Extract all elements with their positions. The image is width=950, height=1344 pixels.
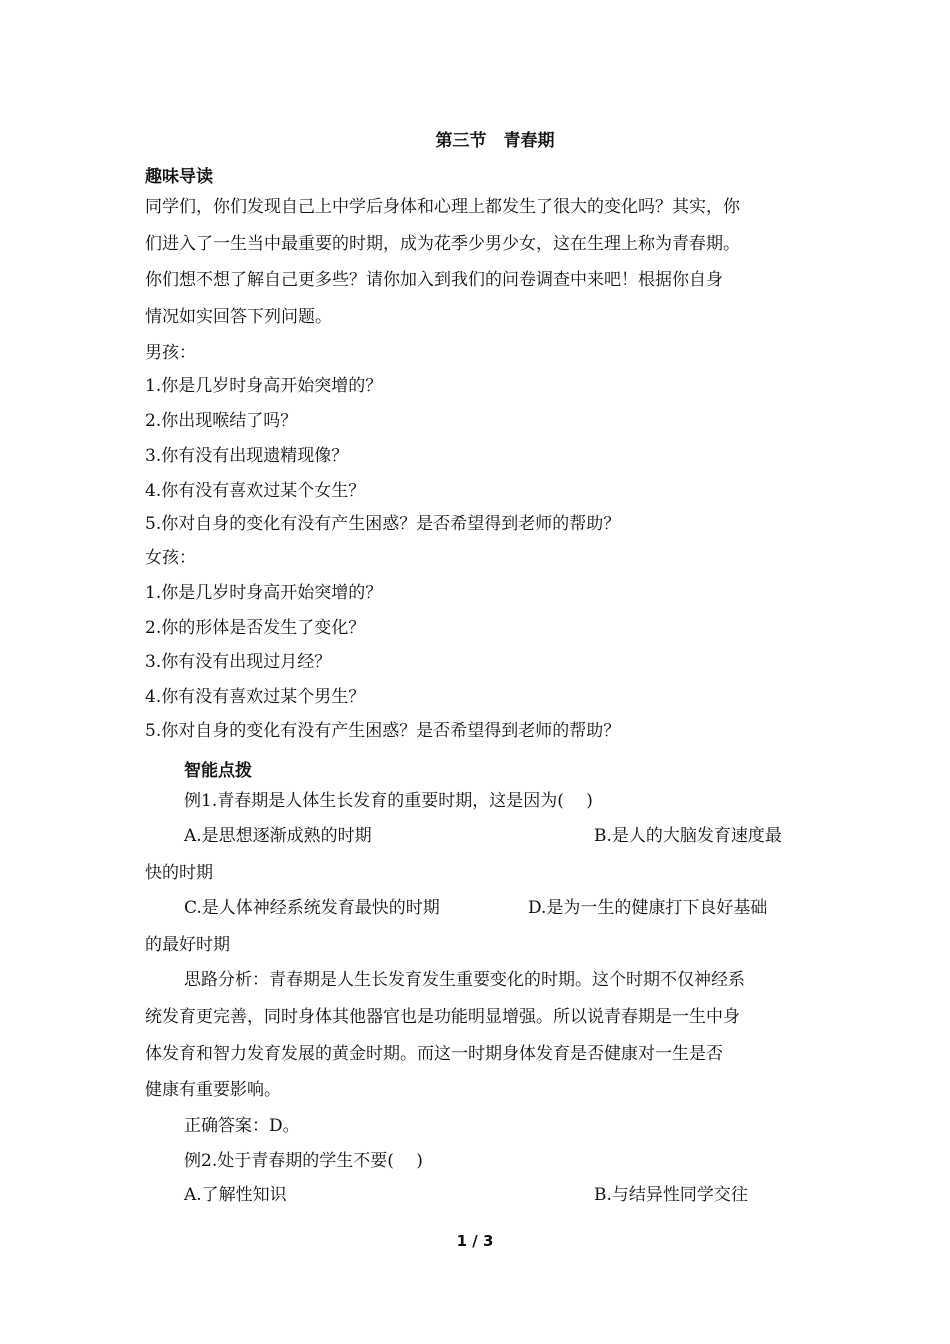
girls-question-2: 2.你的形体是否发生了变化？ [145, 618, 366, 638]
intro-line-2: 们进入了一生当中最重要的时期，成为花季少男少女，这在生理上称为青春期。 [145, 234, 740, 254]
girls-label: 女孩： [145, 548, 196, 568]
example-2-question: 例2.处于青春期的学生不要( ) [184, 1151, 423, 1171]
example-1-question: 例1.青春期是人体生长发育的重要时期，这是因为( ) [184, 791, 593, 811]
analysis-line-2: 统发育更完善，同时身体其他器官也是功能明显增强。所以说青春期是一生中身 [145, 1007, 740, 1027]
analysis-line-3: 体发育和智力发育发展的黄金时期。而这一时期身体发育是否健康对一生是否 [145, 1044, 723, 1064]
boys-question-4: 4.你有没有喜欢过某个女生？ [145, 481, 366, 501]
section-heading-intro: 趣味导读 [145, 167, 213, 187]
example-1-option-d: D.是为一生的健康打下良好基础 [528, 898, 768, 918]
intro-line-1: 同学们，你们发现自己上中学后身体和心理上都发生了很大的变化吗？其实，你 [145, 197, 740, 217]
correct-answer: 正确答案：D。 [184, 1116, 300, 1136]
example-1-option-b: B.是人的大脑发育速度最 [594, 826, 782, 846]
analysis-line-4: 健康有重要影响。 [145, 1080, 281, 1100]
example-1-option-d-continued: 的最好时期 [145, 935, 230, 955]
girls-question-5: 5.你对自身的变化有没有产生困惑？是否希望得到老师的帮助？ [145, 721, 621, 741]
intro-line-3: 你们想不想了解自己更多些？请你加入到我们的问卷调查中来吧！根据你自身 [145, 270, 723, 290]
page-title: 第三节 青春期 [435, 131, 555, 151]
example-2-option-b: B.与结异性同学交往 [594, 1185, 748, 1205]
analysis-line-1: 思路分析：青春期是人生长发育发生重要变化的时期。这个时期不仅神经系 [184, 970, 745, 990]
example-1-option-c: C.是人体神经系统发育最快的时期 [184, 898, 440, 918]
boys-question-3: 3.你有没有出现遗精现像？ [145, 446, 349, 466]
example-1-option-a: A.是思想逐渐成熟的时期 [184, 826, 372, 846]
boys-question-5: 5.你对自身的变化有没有产生困惑？是否希望得到老师的帮助？ [145, 514, 621, 534]
boys-question-2: 2.你出现喉结了吗？ [145, 411, 298, 431]
example-1-option-b-continued: 快的时期 [145, 863, 213, 883]
example-2-option-a: A.了解性知识 [184, 1185, 287, 1205]
intro-line-4: 情况如实回答下列问题。 [145, 307, 332, 327]
boys-question-1: 1.你是几岁时身高开始突增的？ [145, 376, 383, 396]
boys-label: 男孩： [145, 343, 196, 363]
girls-question-1: 1.你是几岁时身高开始突增的？ [145, 583, 383, 603]
section-heading-tips: 智能点拨 [184, 761, 252, 781]
girls-question-3: 3.你有没有出现过月经？ [145, 652, 332, 672]
girls-question-4: 4.你有没有喜欢过某个男生？ [145, 687, 366, 707]
page-number: 1 / 3 [456, 1232, 494, 1250]
